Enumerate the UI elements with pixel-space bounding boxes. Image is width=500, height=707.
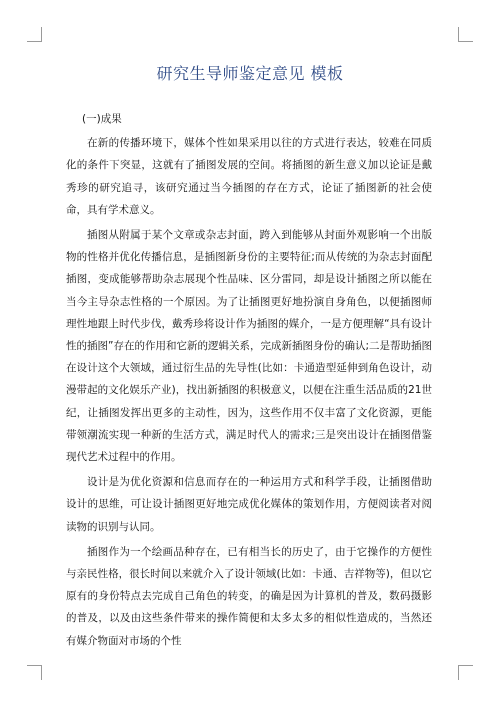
paragraph-2: 插图从附属于某个文章或杂志封面，跨入到能够从封面外观影响一个出版物的性格并优化传播信息，是插图新身份的主要特征;而从传统的为杂志封面配插图，变成能够帮助杂志展现个性品味、区分雷同，却是设计插图之所以能在当今主导杂志性格的一个原因。为了让插图更好地扮演自身角色，以便插图师理性地跟上时代步伐，戴秀珍将设计作为插图的媒介，一是方便理解“具有设计性的插图”存在的作用和它新的逻辑关系，完成新插图身份的确认;二是帮助插图在设计这个大领域，通过衍生品的先导性(比如：卡通造型延伸到角色设计，动漫带起的文化娱乐产业)，找出新插图的积极意义，以便在注重生活品质的21世纪，让插图发挥出更多的主动性，因为，这些作用不仅丰富了文化资源，更能带领潮流实现一种新的生活方式，满足时代人的需求;三是突出设计在插图借鉴现代艺术过程中的作用。 — [66, 229, 432, 464]
paragraph-3: 设计是为优化资源和信息而存在的一种运用方式和科学手段，让插图借助设计的思维，可让设计插图更好地完成优化媒体的策划作用，方便阅读者对阅读物的识别与认同。 — [66, 476, 432, 533]
document-title: 研究生导师鉴定意见 模板 — [156, 64, 344, 83]
paragraph-4: 插图作为一个绘画品种存在，已有相当长的历史了，由于它操作的方便性与亲民性格，很长时间以来就介入了设计领域(比如：卡通、吉祥物等)，但以它原有的身份特点去完成自己角色的转变，的确是因为计算机的普及，数码摄影的普及，以及由这些条件带来的操作简便和太多太多的相似性造成的，当然还有媒介物面对市场的个性 — [66, 545, 432, 647]
paragraph-1: 在新的传播环境下，媒体个性如果采用以往的方式进行表达，较难在同质化的条件下突显，这就有了插图发展的空间。将插图的新生意义加以论证是戴秀珍的研究追寻，该研究通过当今插图的存在方式，论证了插图新的社会使命，具有学术意义。 — [66, 137, 432, 216]
section-heading: (一)成果 — [82, 113, 122, 125]
crop-mark-top-right — [458, 27, 473, 42]
crop-mark-top-left — [27, 27, 42, 42]
crop-mark-bottom-left — [27, 665, 42, 680]
document-body — [66, 108, 432, 655]
crop-mark-bottom-right — [458, 665, 473, 680]
